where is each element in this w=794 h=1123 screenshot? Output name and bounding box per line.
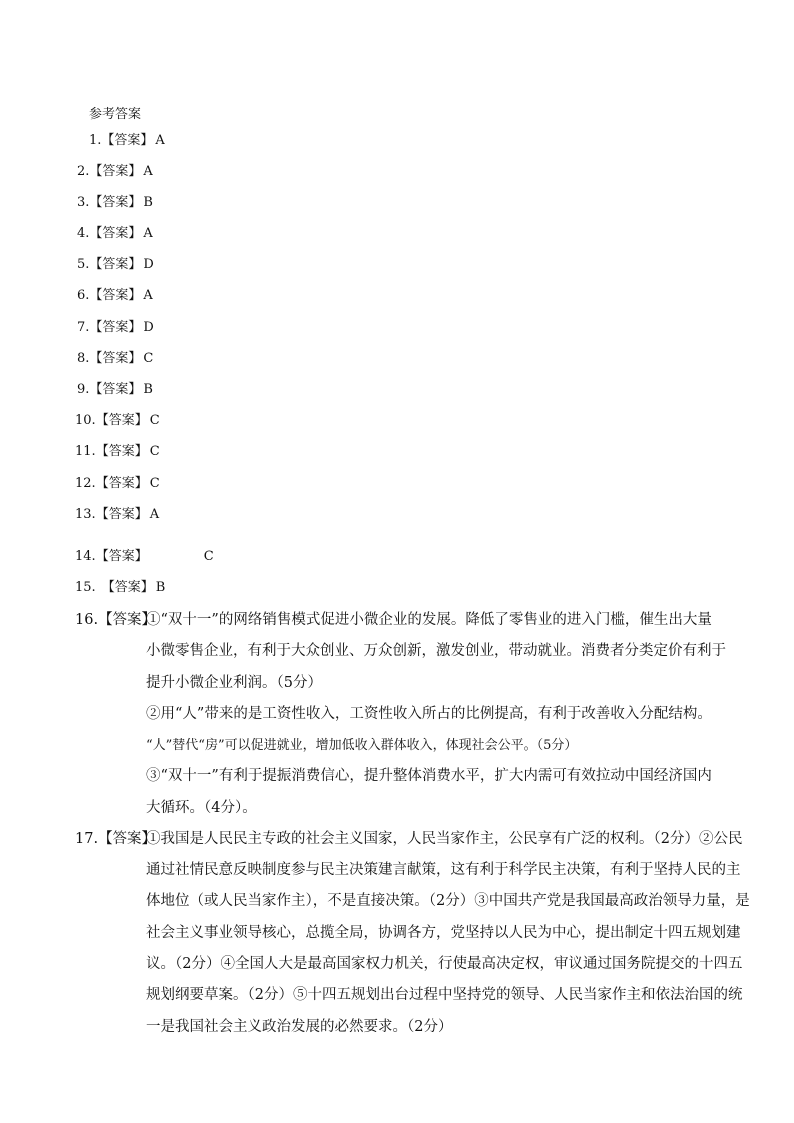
answer-item-8 <box>77 351 153 367</box>
answer-item-9 <box>77 382 153 398</box>
item-number: 11. <box>75 444 96 459</box>
answer-tag: 【答案】 <box>101 580 154 595</box>
answer-tag: 【答案】 <box>98 831 157 847</box>
answer-value: A <box>155 133 165 148</box>
answer-value: A <box>149 507 160 522</box>
answer-item-5 <box>77 257 154 273</box>
answer-tag: 【答案】 <box>95 413 148 428</box>
answer-tag: 【答案】 <box>89 257 142 272</box>
item-number: 12. <box>75 476 96 491</box>
q16-line-1: ①“双十一”的网络销售模式促进小微企业的发展。降低了零售业的进入门槛，催生出大量 <box>146 612 712 628</box>
answer-tag: 【答案】 <box>89 320 142 335</box>
answer-value: A <box>143 226 153 241</box>
answer-tag: 【答案】 <box>89 382 142 397</box>
answer-tag: 【答案】 <box>95 507 148 522</box>
answer-item-2 <box>77 164 153 180</box>
answer-value: C <box>149 476 160 491</box>
q17-line-2: 通过社情民意反映制度参与民主决策建言献策，这有利于科学民主决策，有利于坚持人民的主 <box>146 862 741 878</box>
answer-value: C <box>143 351 154 366</box>
q16-line-4: ②用“人”带来的是工资性收入，工资性收入所占的比例提高，有利于改善收入分配结构。 <box>146 706 712 722</box>
item-number: 5. <box>77 257 90 272</box>
answer-tag: 【答案】 <box>89 226 142 241</box>
answer-item-6 <box>77 288 153 304</box>
q16-line-6: ③“双十一”有利于提振消费信心，提升整体消费水平，扩大内需可有效拉动中国经济国内 <box>146 768 712 784</box>
answer-item-1 <box>89 133 165 149</box>
answer-item-7 <box>77 320 154 336</box>
q16-line-7: 大循环。（4分）。 <box>146 800 257 816</box>
answer-item-15 <box>75 580 165 596</box>
q17-line-5: 议。（2分）④全国人大是最高国家权力机关，行使最高决定权，审议通过国务院提交的十四五 <box>146 956 743 972</box>
answer-item-3 <box>77 195 153 211</box>
page-title: 参考答案 <box>89 107 142 122</box>
answer-value: B <box>143 382 153 397</box>
answer-item-4 <box>77 226 153 242</box>
answer-tag: 【答案】 <box>95 476 148 491</box>
answer-item-10 <box>75 413 160 429</box>
item-number: 3. <box>77 195 90 210</box>
q16-line-3: 提升小微企业利润。（5分） <box>146 675 322 691</box>
q17-line-4: 社会主义事业领导核心，总揽全局，协调各方，党坚持以人民为中心，提出制定十四五规划建 <box>146 925 741 941</box>
item-number: 10. <box>75 413 96 428</box>
item-number: 17. <box>75 831 99 847</box>
q16-line-2: 小微零售企业，有利于大众创业、万众创新，激发创业，带动就业。消费者分类定价有利于 <box>146 643 726 659</box>
item-number: 1. <box>89 133 102 148</box>
answer-value: B <box>155 580 166 595</box>
answer-value: A <box>143 164 153 179</box>
item-number: 7. <box>77 320 90 335</box>
answer-value: C <box>203 549 214 564</box>
item-number: 2. <box>77 164 90 179</box>
answer-tag: 【答案】 <box>95 549 148 564</box>
answer-item-11 <box>75 444 160 460</box>
answer-tag: 【答案】 <box>101 133 154 148</box>
item-number: 4. <box>77 226 90 241</box>
answer-tag: 【答案】 <box>89 195 142 210</box>
answer-value: D <box>143 320 154 335</box>
item-number: 15. <box>75 580 96 595</box>
answer-item-17-head <box>75 830 156 848</box>
q16-line-5: “人”替代“房”可以促进就业，增加低收入群体收入，体现社会公平。（5分） <box>146 738 578 753</box>
item-number: 8. <box>77 351 90 366</box>
q17-line-7: 一是我国社会主义政治发展的必然要求。（2分） <box>146 1019 453 1035</box>
answer-tag: 【答案】 <box>95 444 148 459</box>
answer-tag: 【答案】 <box>89 288 142 303</box>
answer-value: C <box>149 413 160 428</box>
answer-item-12 <box>75 476 160 492</box>
answer-tag: 【答案】 <box>98 612 157 628</box>
item-number: 13. <box>75 507 96 522</box>
item-number: 6. <box>77 288 90 303</box>
answer-value: A <box>143 288 153 303</box>
answer-item-13 <box>75 507 159 523</box>
answer-item-14 <box>75 549 214 565</box>
q17-line-1: ①我国是人民民主专政的社会主义国家，人民当家作主，公民享有广泛的权利。（2分）②公民 <box>146 831 743 847</box>
answer-tag: 【答案】 <box>89 351 142 366</box>
answer-value: B <box>143 195 153 210</box>
item-number: 16. <box>75 612 99 628</box>
answer-tag: 【答案】 <box>89 164 142 179</box>
item-number: 14. <box>75 549 96 564</box>
item-number: 9. <box>77 382 90 397</box>
q17-line-3: 体地位（或人民当家作主），不是直接决策。（2分）③中国共产党是我国最高政治领导力量，是 <box>146 893 750 909</box>
answer-value: C <box>149 444 160 459</box>
q17-line-6: 规划纲要草案。（2分）⑤十四五规划出台过程中坚持党的领导、人民当家作主和依法治国的统 <box>146 987 743 1003</box>
answer-item-16-head <box>75 611 156 629</box>
answer-value: D <box>143 257 154 272</box>
